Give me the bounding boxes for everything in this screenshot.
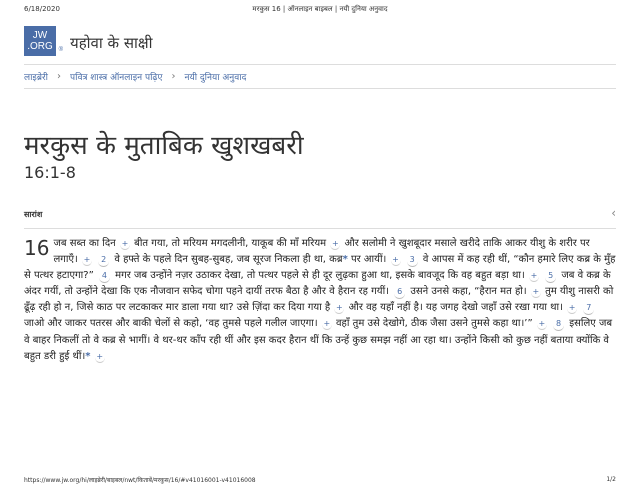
verse-number[interactable]: 8	[553, 317, 564, 331]
footnote-star-icon[interactable]: *	[342, 254, 348, 266]
verse-text-segment: वहाँ तुम उसे देखोगे, ठीक जैसा उसने तुमसे कहा था।’”	[336, 318, 533, 330]
verse-number[interactable]: 2	[98, 253, 109, 267]
scripture-reference: 16:1-8	[24, 163, 76, 182]
print-title: मरकुस 16 | ऑनलाइन बाइबल | नयी दुनिया अनुवाद	[252, 5, 388, 13]
breadcrumb-read-bible-online[interactable]: पवित्र शास्त्र ऑनलाइन पढ़िए	[70, 72, 163, 83]
cross-reference-icon[interactable]: +	[392, 255, 399, 265]
divider	[24, 228, 616, 229]
verse-text-segment: बीत गया, तो मरियम मगदलीनी, याकूब की माँ मरियम	[134, 238, 327, 249]
verse-number[interactable]: 7	[583, 301, 594, 315]
breadcrumb	[24, 65, 616, 87]
cross-reference-icon[interactable]: +	[568, 303, 576, 313]
summary-label: सारांश	[24, 210, 43, 219]
verse-text-segment: और सलोमी ने खुशबूदार मसाले खरीदे ताकि आकर यीशु के शरीर पर लगाएँ।	[53, 238, 590, 266]
print-footer	[24, 476, 616, 488]
print-header	[24, 5, 616, 17]
cross-reference-icon[interactable]: +	[538, 319, 546, 329]
verse-text	[24, 236, 616, 365]
cross-reference-icon[interactable]: +	[336, 303, 343, 313]
chapter-number[interactable]: 16	[24, 236, 50, 260]
verse-number[interactable]: 6	[394, 285, 405, 299]
print-url: https://www.jw.org/hi/लाइब्रेरी/बाइबल/nwt/किताबें/मरकुस/16/#v41016001-v41016008	[24, 477, 256, 484]
cross-reference-icon[interactable]: +	[331, 239, 339, 248]
cross-reference-icon[interactable]: +	[532, 287, 540, 297]
verse-number[interactable]: 4	[99, 269, 110, 283]
page-title: मरकुस के मुताबिक खुशखबरी	[24, 131, 304, 161]
site-header	[24, 22, 616, 62]
chevron-right-icon: ›	[57, 70, 62, 82]
verse-number[interactable]: 3	[407, 253, 418, 267]
chevron-left-icon[interactable]: ‹	[611, 206, 616, 220]
cross-reference-icon[interactable]: +	[530, 271, 538, 281]
verse-text-segment: मगर जब उन्होंने नज़र उठाकर देखा, तो पत्थर पहले से ही दूर लुढ़का हुआ था, इसके बावजूद कि वह बहुत बड़ा था।	[115, 270, 525, 282]
site-title[interactable]: यहोवा के साक्षी	[70, 34, 153, 52]
print-page-number: 1/2	[606, 476, 616, 483]
cross-reference-icon[interactable]: +	[83, 255, 91, 265]
jw-org-logo[interactable]: JW .ORG ®	[24, 26, 56, 56]
print-date: 6/18/2020	[24, 5, 60, 13]
divider	[24, 88, 616, 89]
cross-reference-icon[interactable]: +	[323, 319, 331, 329]
verse-text-segment: और वह यहाँ नहीं है। यह जगह देखो जहाँ उसे रखा गया था।	[348, 302, 563, 314]
verse-text-segment: जब वे कब्र के अंदर गयीं, तो उन्होंने देखा कि एक नौजवान सफेद चोगा पहने दायीं तरफ बैठा है और वे हैरान रह गयीं।	[24, 270, 611, 298]
summary-toggle[interactable]	[24, 206, 616, 224]
verse-text-segment: जब सब्त का दिन	[53, 238, 116, 249]
verse-number[interactable]: 5	[545, 269, 556, 283]
breadcrumb-new-world-translation[interactable]: नयी दुनिया अनुवाद	[184, 72, 247, 83]
verse-text-segment: जाओ और जाकर पतरस और बाकी चेलों से कहो, ‘वह तुमसे पहले गलील जाएगा।	[24, 318, 318, 330]
verse-text-segment: इसलिए जब वे बाहर निकलीं तो वे कब्र से भागीं। वे थर-थर काँप रही थीं और इस कदर हैरान थीं कि उन्हें कुछ समझ नहीं आ रहा था। उन्होंने किसी को कुछ नहीं बताया क्योंकि वे बहुत डरी हुई थीं।	[24, 318, 613, 362]
verse-text-segment: उसने उनसे कहा, “हैरान मत हो।	[410, 286, 527, 298]
footnote-star-icon[interactable]: *	[85, 350, 91, 362]
breadcrumb-library[interactable]: लाइब्रेरी	[24, 72, 49, 83]
verse-text-segment: वे आपस में कह रही थीं, “कौन हमारे लिए कब्र के मुँह से पत्थर हटाएगा?”	[24, 254, 616, 282]
verse-text-segment: तुम यीशु नासरी को ढूँढ़ रही हो न, जिसे काठ पर लटकाकर मार डाला गया था? उसे ज़िंदा कर दिया गया है	[24, 286, 614, 314]
cross-reference-icon[interactable]: +	[121, 239, 129, 248]
cross-reference-icon[interactable]: +	[96, 351, 104, 361]
verse-text-segment: वे हफ्ते के पहले दिन सुबह-सुबह, जब सूरज निकला ही था, कब्र	[114, 254, 343, 266]
verse-text-segment: पर आयीं।	[350, 254, 387, 266]
chevron-right-icon: ›	[171, 70, 176, 82]
